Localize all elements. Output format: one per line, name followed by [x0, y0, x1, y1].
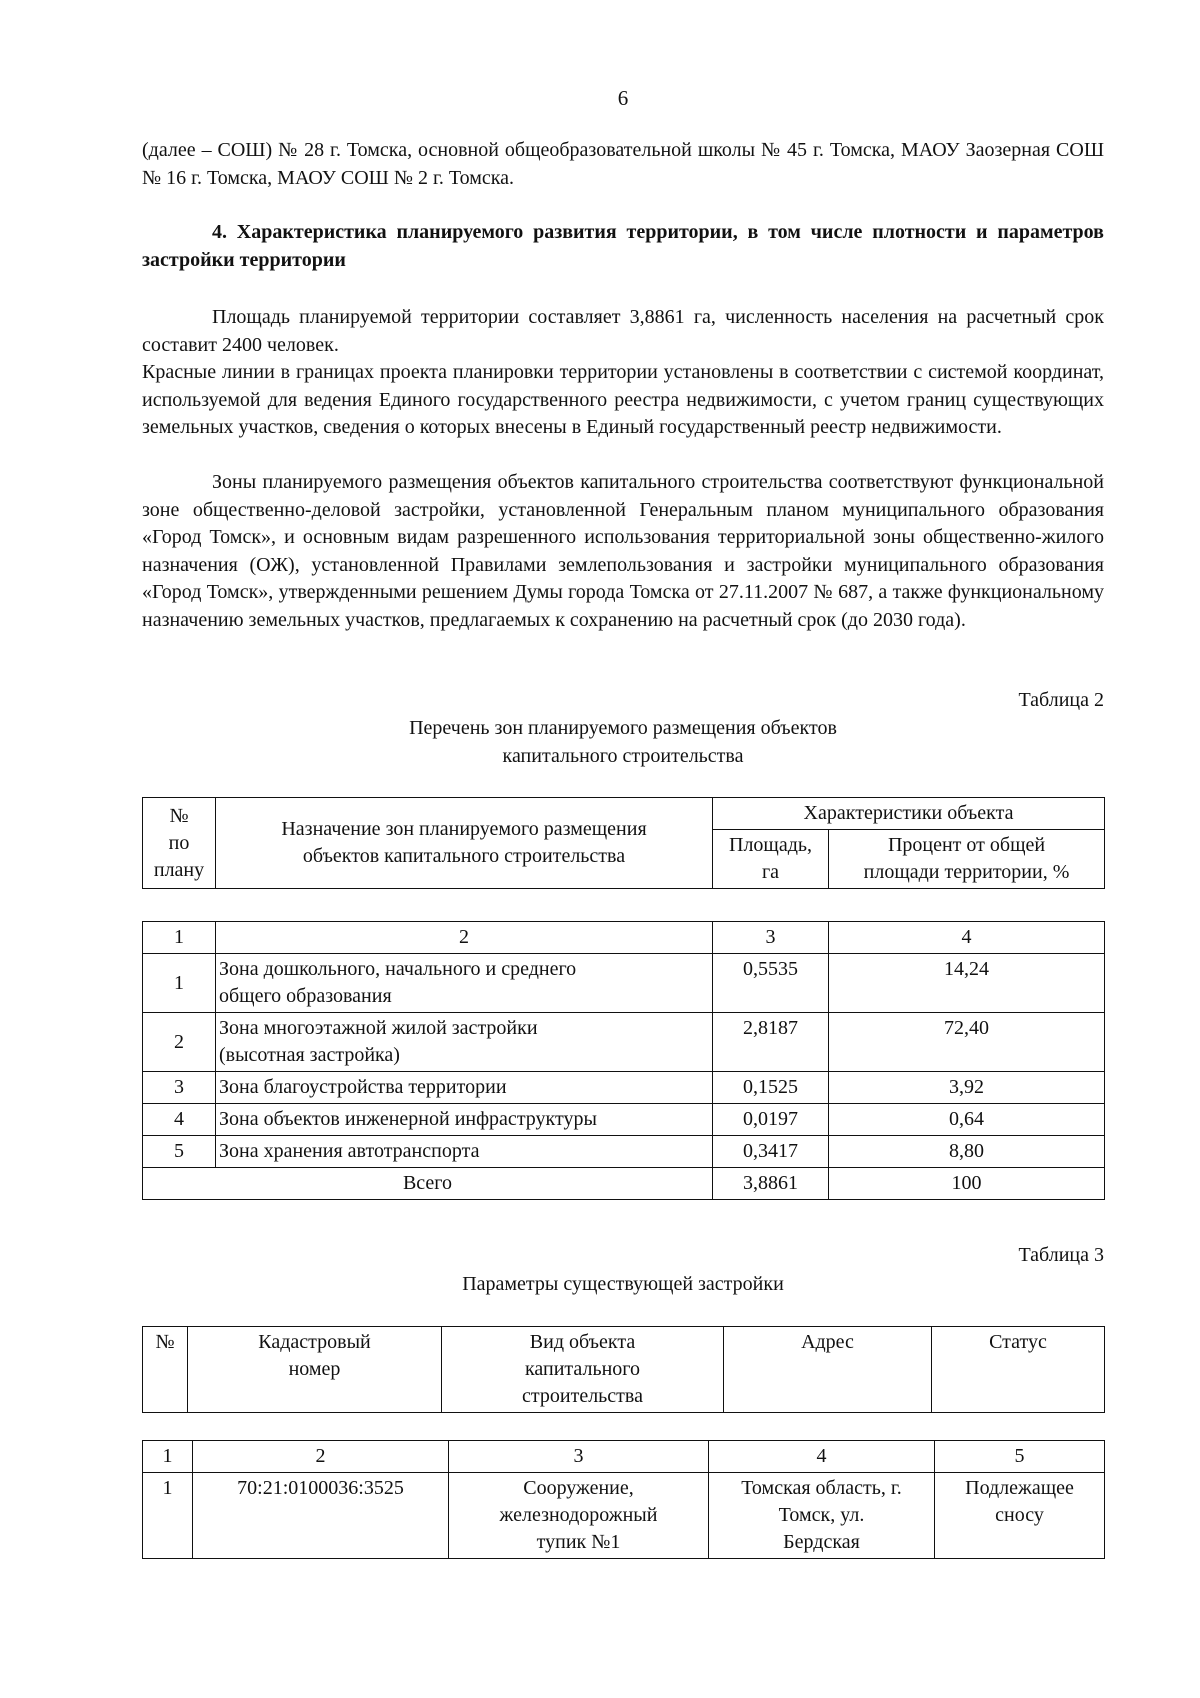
table2-header	[142, 797, 1105, 889]
table-row: 2 Зона многоэтажной жилой застройки (высотная застройка) 2,8187 72,40	[143, 1013, 1105, 1072]
table3-title: Параметры существующей застройки	[462, 1273, 784, 1295]
table3-head-type: Вид объекта капитального строительства	[442, 1327, 724, 1413]
zone-name: Зона хранения автотранспорта	[216, 1136, 713, 1168]
table3-head-status: Статус	[932, 1327, 1105, 1413]
object-type: Сооружение, железнодорожный тупик №1	[449, 1473, 709, 1559]
red-lines-paragraph: Красные линии в границах проекта планировки территории установлены в соответствии с системой координат, используемой для ведения Единого государственного реестра недвижимости, с учетом границ существующих земельных участков, сведения о которых внесены в Единый государственный реестр недвижимости.	[142, 361, 1104, 438]
intro-paragraph: (далее – СОШ) № 28 г. Томска, основной общеобразовательной школы № 45 г. Томска, МАОУ Заозерная СОШ № 16 г. Томска, МАОУ СОШ № 2 г. Томска.	[142, 139, 1104, 189]
table-row: 1 Зона дошкольного, начального и среднего общего образования 0,5535 14,24	[143, 954, 1105, 1013]
table-row: 1 70:21:0100036:3525 Сооружение, железнодорожный тупик №1 Томская область, г. Томск, ул. Бердская Подлежащее сносу	[143, 1473, 1105, 1559]
table2-title-line2: капитального строительства	[502, 744, 744, 767]
table-total-row: Всего 3,8861 100	[143, 1168, 1105, 1200]
table3-header	[142, 1326, 1105, 1413]
table2-label: Таблица 2	[1018, 689, 1104, 711]
zones-paragraph: Зоны планируемого размещения объектов капитального строительства соответствуют функциональной зоне общественно-деловой застройки, установленной Генеральным планом муниципального образования «Город Томск», и основным видам разрешенного использования территориальной зоны общественно-жилого назначения (ОЖ), установленной Правилами землепользования и застройки муниципального образования «Город Томск», утвержденными решением Думы города Томска от 27.11.2007 № 687, а также функциональному назначению земельных участков, предлагаемых к сохранению на расчетный срок (до 2030 года).	[142, 471, 1104, 631]
zone-name: Зона дошкольного, начального и среднего общего образования	[216, 954, 713, 1013]
table2-title	[142, 715, 1104, 770]
table-row: 4 Зона объектов инженерной инфраструктуры 0,0197 0,64	[143, 1104, 1105, 1136]
table2-head-area: Площадь, га	[713, 830, 829, 889]
table-row: 5 Зона хранения автотранспорта 0,3417 8,80	[143, 1136, 1105, 1168]
table2-head-purpose: Назначение зон планируемого размещения объектов капитального строительства	[216, 798, 713, 889]
table3-column-numbers: 1 2 3 4 5	[143, 1441, 1105, 1473]
area-paragraph: Площадь планируемой территории составляет 3,8861 га, численность населения на расчетный срок составит 2400 человек.	[142, 306, 1104, 356]
table3-body	[142, 1440, 1105, 1559]
section-heading: 4. Характеристика планируемого развития территории, в том числе плотности и параметров застройки территории	[142, 221, 1104, 271]
object-address: Томская область, г. Томск, ул. Бердская	[709, 1473, 935, 1559]
table2-body	[142, 921, 1105, 1200]
zone-name: Зона благоустройства территории	[216, 1072, 713, 1104]
object-status: Подлежащее сносу	[935, 1473, 1105, 1559]
table3-head-cadastral: Кадастровый номер	[188, 1327, 442, 1413]
table3-head-number: №	[143, 1327, 188, 1413]
table2-head-number: № по плану	[143, 798, 216, 889]
table2-column-numbers: 1 2 3 4	[143, 922, 1105, 954]
table3-head-address: Адрес	[724, 1327, 932, 1413]
table2-title-line1: Перечень зон планируемого размещения объектов	[409, 717, 837, 739]
table2-head-percent: Процент от общей площади территории, %	[829, 830, 1105, 889]
page-number: 6	[617, 86, 629, 110]
table2-head-characteristics: Характеристики объекта	[713, 798, 1105, 830]
table-row: 3 Зона благоустройства территории 0,1525 3,92	[143, 1072, 1105, 1104]
zone-name: Зона объектов инженерной инфраструктуры	[216, 1104, 713, 1136]
table3-label: Таблица 3	[1018, 1244, 1104, 1266]
cadastral-number: 70:21:0100036:3525	[193, 1473, 449, 1559]
zone-name: Зона многоэтажной жилой застройки (высотная застройка)	[216, 1013, 713, 1072]
